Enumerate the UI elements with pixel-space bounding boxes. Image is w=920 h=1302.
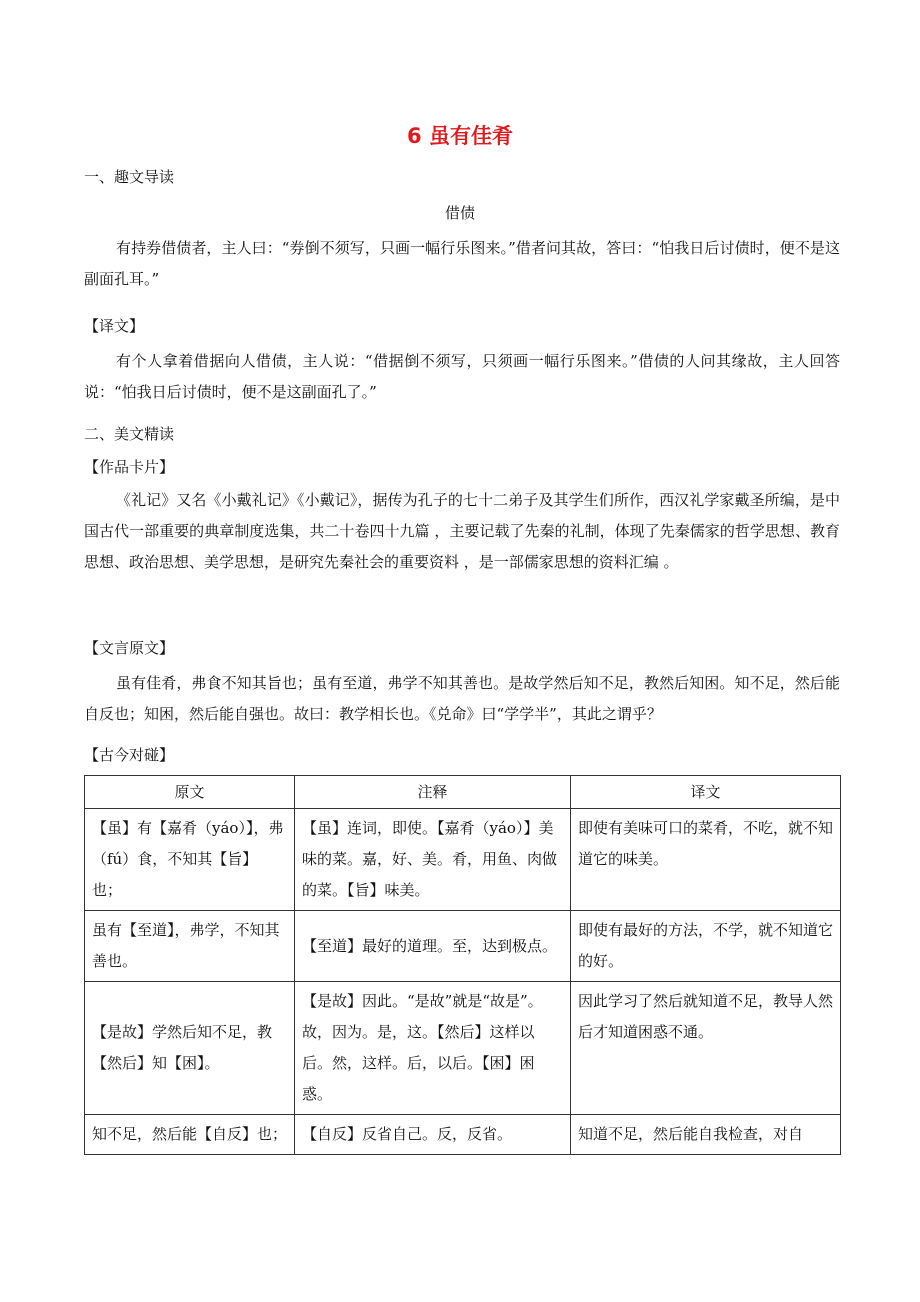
section-heading-1: 一、趣文导读: [84, 168, 175, 186]
cell-note: 【自反】反省自己。反，反省。: [295, 1115, 571, 1155]
cell-original: 知不足，然后能【自反】也；: [85, 1115, 295, 1155]
cell-note: 【至道】最好的道理。至，达到极点。: [295, 911, 571, 982]
cell-original: 【虽】有【嘉肴（yáo）】，弗（fú）食，不知其【旨】也；: [85, 809, 295, 911]
table-header-row: [85, 776, 841, 809]
header-note: 注释: [295, 776, 571, 809]
cell-note: 【虽】连词，即使。【嘉肴（yáo）】美味的菜。嘉，好、美。肴，用鱼、肉做的菜。【旨】味美。: [295, 809, 571, 911]
cell-translation: 即使有最好的方法，不学，就不知道它的好。: [571, 911, 841, 982]
table-row: [85, 911, 841, 982]
table-row: [85, 809, 841, 911]
work-card-text: 《礼记》又名《小戴礼记》《小戴记》，据传为孔子的七十二弟子及其学生们所作，西汉礼学家戴圣所编，是中国古代一部重要的典章制度选集，共二十卷四十九篇 ，主要记载了先秦的礼制，体现了先秦儒家的哲学思想、教育思想、政治思想、美学思想，是研究先秦社会的重要资料 ，是一部儒家思想的资料汇编 。: [84, 491, 840, 571]
translation-label: 【译文】: [84, 317, 145, 335]
work-card-label: 【作品卡片】: [84, 458, 175, 476]
page-title: 6 虽有佳肴: [407, 124, 513, 148]
cell-translation: 因此学习了然后就知道不足，教导人然后才知道困惑不通。: [571, 982, 841, 1115]
header-original: 原文: [85, 776, 295, 809]
story-text: 有持券借债者，主人曰：“券倒不须写，只画一幅行乐图来。”借者问其故，答曰：“怕我日后讨债时，便不是这副面孔耳。”: [84, 239, 840, 288]
cell-note: 【是故】因此。“是故”就是“故是”。故，因为。是，这。【然后】这样以后。然，这样。后，以后。【困】困惑。: [295, 982, 571, 1115]
original-text: 虽有佳肴，弗食不知其旨也；虽有至道，弗学不知其善也。是故学然后知不足，教然后知困。知不足，然后能自反也；知困，然后能自强也。故曰：教学相长也。《兑命》曰“学学半”，其此之谓乎？: [84, 674, 840, 723]
cell-original: 【是故】学然后知不足，教【然后】知【困】。: [85, 982, 295, 1115]
header-translation: 译文: [571, 776, 841, 809]
cell-original: 虽有【至道】，弗学，不知其善也。: [85, 911, 295, 982]
original-text-label: 【文言原文】: [84, 639, 175, 657]
cell-translation: 即使有美味可口的菜肴，不吃，就不知道它的味美。: [571, 809, 841, 911]
compare-label: 【古今对碰】: [84, 746, 175, 764]
translation-text: 有个人拿着借据向人借债，主人说：“借据倒不须写，只须画一幅行乐图来。”借债的人问其缘故，主人回答说：“怕我日后讨债时，便不是这副面孔了。”: [84, 352, 840, 401]
table-row: [85, 982, 841, 1115]
compare-table: [84, 775, 841, 1155]
story-title: 借债: [444, 204, 475, 222]
cell-translation: 知道不足，然后能自我检查，对自: [571, 1115, 841, 1155]
table-row: [85, 1115, 841, 1155]
section-heading-2: 二、美文精读: [84, 425, 175, 443]
